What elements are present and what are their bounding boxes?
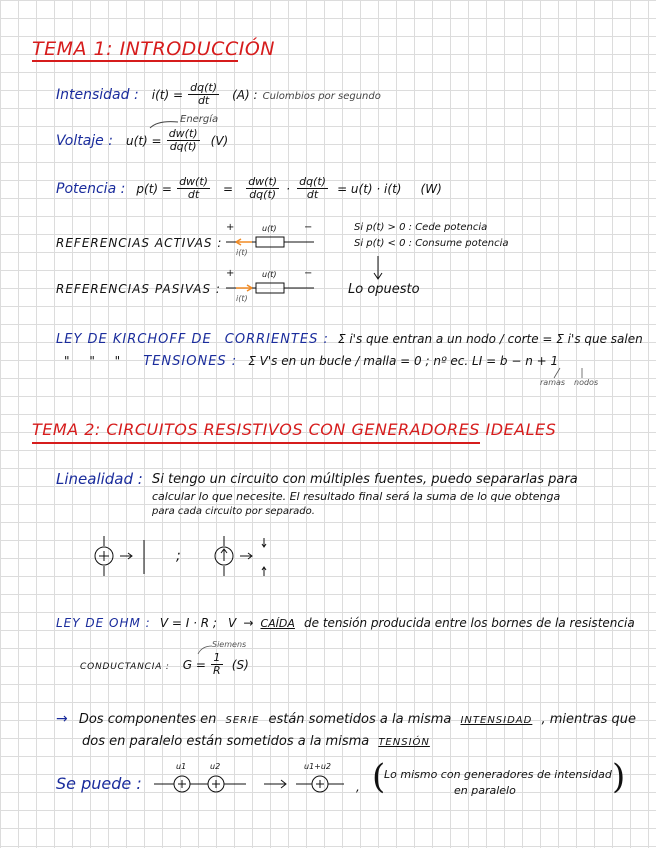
potencia-rhs: = u(t) · i(t) <box>337 182 402 196</box>
serie-tension: TENSIÓN <box>378 737 430 748</box>
potencia-fraction-3 <box>297 176 328 201</box>
intensidad-row <box>56 82 381 107</box>
ohm-label: LEY DE OHM : <box>56 616 151 630</box>
ramas-nodos-arrows <box>550 366 600 380</box>
ref-activas-rule1: Si p(t) > 0 : Cede potencia <box>354 222 488 233</box>
conductancia-num: 1 <box>211 652 223 665</box>
kirchhoff-ditto: " " " <box>64 354 129 368</box>
intensidad-note: Culombios por segundo <box>262 91 381 102</box>
conductancia-unit: (S) <box>231 658 249 672</box>
linealidad-voltage-source <box>92 536 162 580</box>
linealidad-line3: para cada circuito por separado. <box>152 506 315 517</box>
se-puede-label: Se puede : <box>56 774 142 793</box>
serie-line2a: dos en paralelo están sometidos a la misma <box>82 734 370 749</box>
ref-activas-i: i(t) <box>236 248 248 257</box>
tema1-title-underline <box>32 60 238 62</box>
intensidad-num: dq(t) <box>190 81 218 94</box>
ref-pasivas-label: REFERENCIAS PASIVAS : <box>56 282 221 296</box>
series-sources-diagram <box>154 774 264 794</box>
linealidad-line2: calcular lo que necesite. El resultado final será la suma de lo que obtenga <box>152 490 561 503</box>
voltaje-label: Voltaje : <box>56 133 113 149</box>
linealidad-label: Linealidad : <box>56 470 143 488</box>
potencia-unit: (W) <box>420 182 442 196</box>
serie-line1b: están sometidos a la misma <box>268 712 452 727</box>
intensidad-den: dt <box>197 94 210 107</box>
kirchhoff-tensiones-row <box>64 350 558 369</box>
potencia-den3: dt <box>306 188 319 201</box>
ref-pasivas-opposite: Lo opuesto <box>348 282 420 297</box>
kirchhoff-tensiones-text: Σ V's en un bucle / malla = 0 ; nº ec. LI = b − n + 1 <box>248 354 559 368</box>
equivalent-arrow-icon <box>262 774 292 794</box>
serie-row2 <box>82 730 430 749</box>
se-puede-comma: , <box>356 780 360 794</box>
conductancia-den: R <box>213 664 221 677</box>
potencia-fraction-2 <box>246 176 279 201</box>
potencia-num2: dw(t) <box>248 175 278 188</box>
kirchhoff-corrientes-kw: CORRIENTES : <box>224 332 329 347</box>
voltaje-annot: Energía <box>180 114 219 125</box>
ohm-row <box>56 612 635 631</box>
potencia-num1: dw(t) <box>179 175 208 188</box>
kirchhoff-ramas: ramas <box>540 378 566 387</box>
se-puede-u12: u1+u2 <box>304 762 332 771</box>
paren-left: ( <box>372 757 386 797</box>
kirchhoff-corrientes-row <box>56 328 643 347</box>
ref-activas-u: u(t) <box>262 224 277 233</box>
ref-activas-plus: + <box>226 222 235 233</box>
kirchhoff-corrientes-text: Σ i's que entran a un nodo / corte = Σ i's que salen <box>337 332 643 346</box>
potencia-num3: dq(t) <box>299 175 326 188</box>
kirchhoff-label: LEY DE KIRCHOFF DE <box>56 332 212 347</box>
serie-arrow-icon: → <box>56 711 68 727</box>
potencia-label: Potencia : <box>56 181 126 197</box>
linealidad-line1: Si tengo un circuito con múltiples fuentes, puedo separarlas para <box>152 472 578 487</box>
ref-pasivas-minus: − <box>304 268 313 279</box>
potencia-row <box>56 176 442 201</box>
ref-pasivas-i: i(t) <box>236 294 248 303</box>
tema2-title: TEMA 2: CIRCUITOS RESISTIVOS CON GENERADORES IDEALES <box>32 420 557 439</box>
conductancia-fraction <box>211 652 223 677</box>
intensidad-label: Intensidad : <box>56 87 139 103</box>
tema1-title: TEMA 1: INTRODUCCIÓN <box>32 38 275 60</box>
kirchhoff-nodos: nodos <box>574 378 599 387</box>
ohm-formula: V = I · R ; <box>159 616 217 630</box>
serie-line1a: Dos componentes en <box>78 712 217 727</box>
conductancia-row <box>80 652 249 677</box>
voltaje-lhs: u(t) = <box>126 134 162 148</box>
serie-serie: SERIE <box>225 715 260 726</box>
ohm-arrow-icon: → <box>243 616 254 630</box>
ohm-rest: de tensión producida entre los bornes de la resistencia <box>304 616 635 630</box>
potencia-dot: · <box>286 182 290 196</box>
se-puede-note2: en paralelo <box>454 784 516 797</box>
se-puede-u1: u1 <box>176 762 187 771</box>
potencia-den2: dq(t) <box>249 188 277 201</box>
kirchhoff-tensiones-kw: TENSIONES : <box>143 354 238 369</box>
ref-activas-label: REFERENCIAS ACTIVAS : <box>56 236 223 250</box>
intensidad-unit: (A) : <box>232 88 258 102</box>
voltaje-den: dq(t) <box>169 140 197 153</box>
resistor-activas <box>226 232 326 252</box>
se-puede-u2: u2 <box>210 762 221 771</box>
serie-row1 <box>56 708 636 727</box>
ohm-caida: CAÍDA <box>260 617 295 630</box>
voltaje-row <box>56 128 228 153</box>
voltaje-unit: (V) <box>210 134 229 148</box>
resistor-pasivas <box>226 278 326 298</box>
ohm-v: V <box>228 616 237 630</box>
serie-line1c: , mientras que <box>541 712 637 727</box>
ref-activas-minus: − <box>304 222 313 233</box>
linealidad-current-source <box>212 536 282 580</box>
potencia-fraction-1 <box>177 176 210 201</box>
voltaje-fraction <box>167 128 200 153</box>
potencia-lhs: p(t) = <box>136 182 172 196</box>
voltaje-num: dw(t) <box>168 127 198 140</box>
ref-pasivas-u: u(t) <box>262 270 277 279</box>
potencia-den1: dt <box>187 188 200 201</box>
equivalent-source-diagram <box>296 774 356 794</box>
ref-pasivas-plus: + <box>226 268 235 279</box>
conductancia-label: CONDUCTANCIA : <box>80 662 170 672</box>
paren-right: ) <box>612 757 626 797</box>
se-puede-note1: Lo mismo con generadores de intensidad <box>384 768 612 781</box>
ohm-siemens: Siemens <box>212 640 247 649</box>
intensidad-lhs: i(t) = <box>151 88 184 102</box>
intensidad-fraction <box>188 82 219 107</box>
potencia-eq: = <box>223 182 234 196</box>
linealidad-sep: ; <box>176 548 181 564</box>
ref-activas-rule2: Si p(t) < 0 : Consume potencia <box>354 238 509 249</box>
serie-intensidad: INTENSIDAD <box>460 715 533 726</box>
conductancia-g: G = <box>182 658 206 672</box>
down-arrow-icon <box>373 256 383 282</box>
tema2-title-underline <box>32 442 480 444</box>
